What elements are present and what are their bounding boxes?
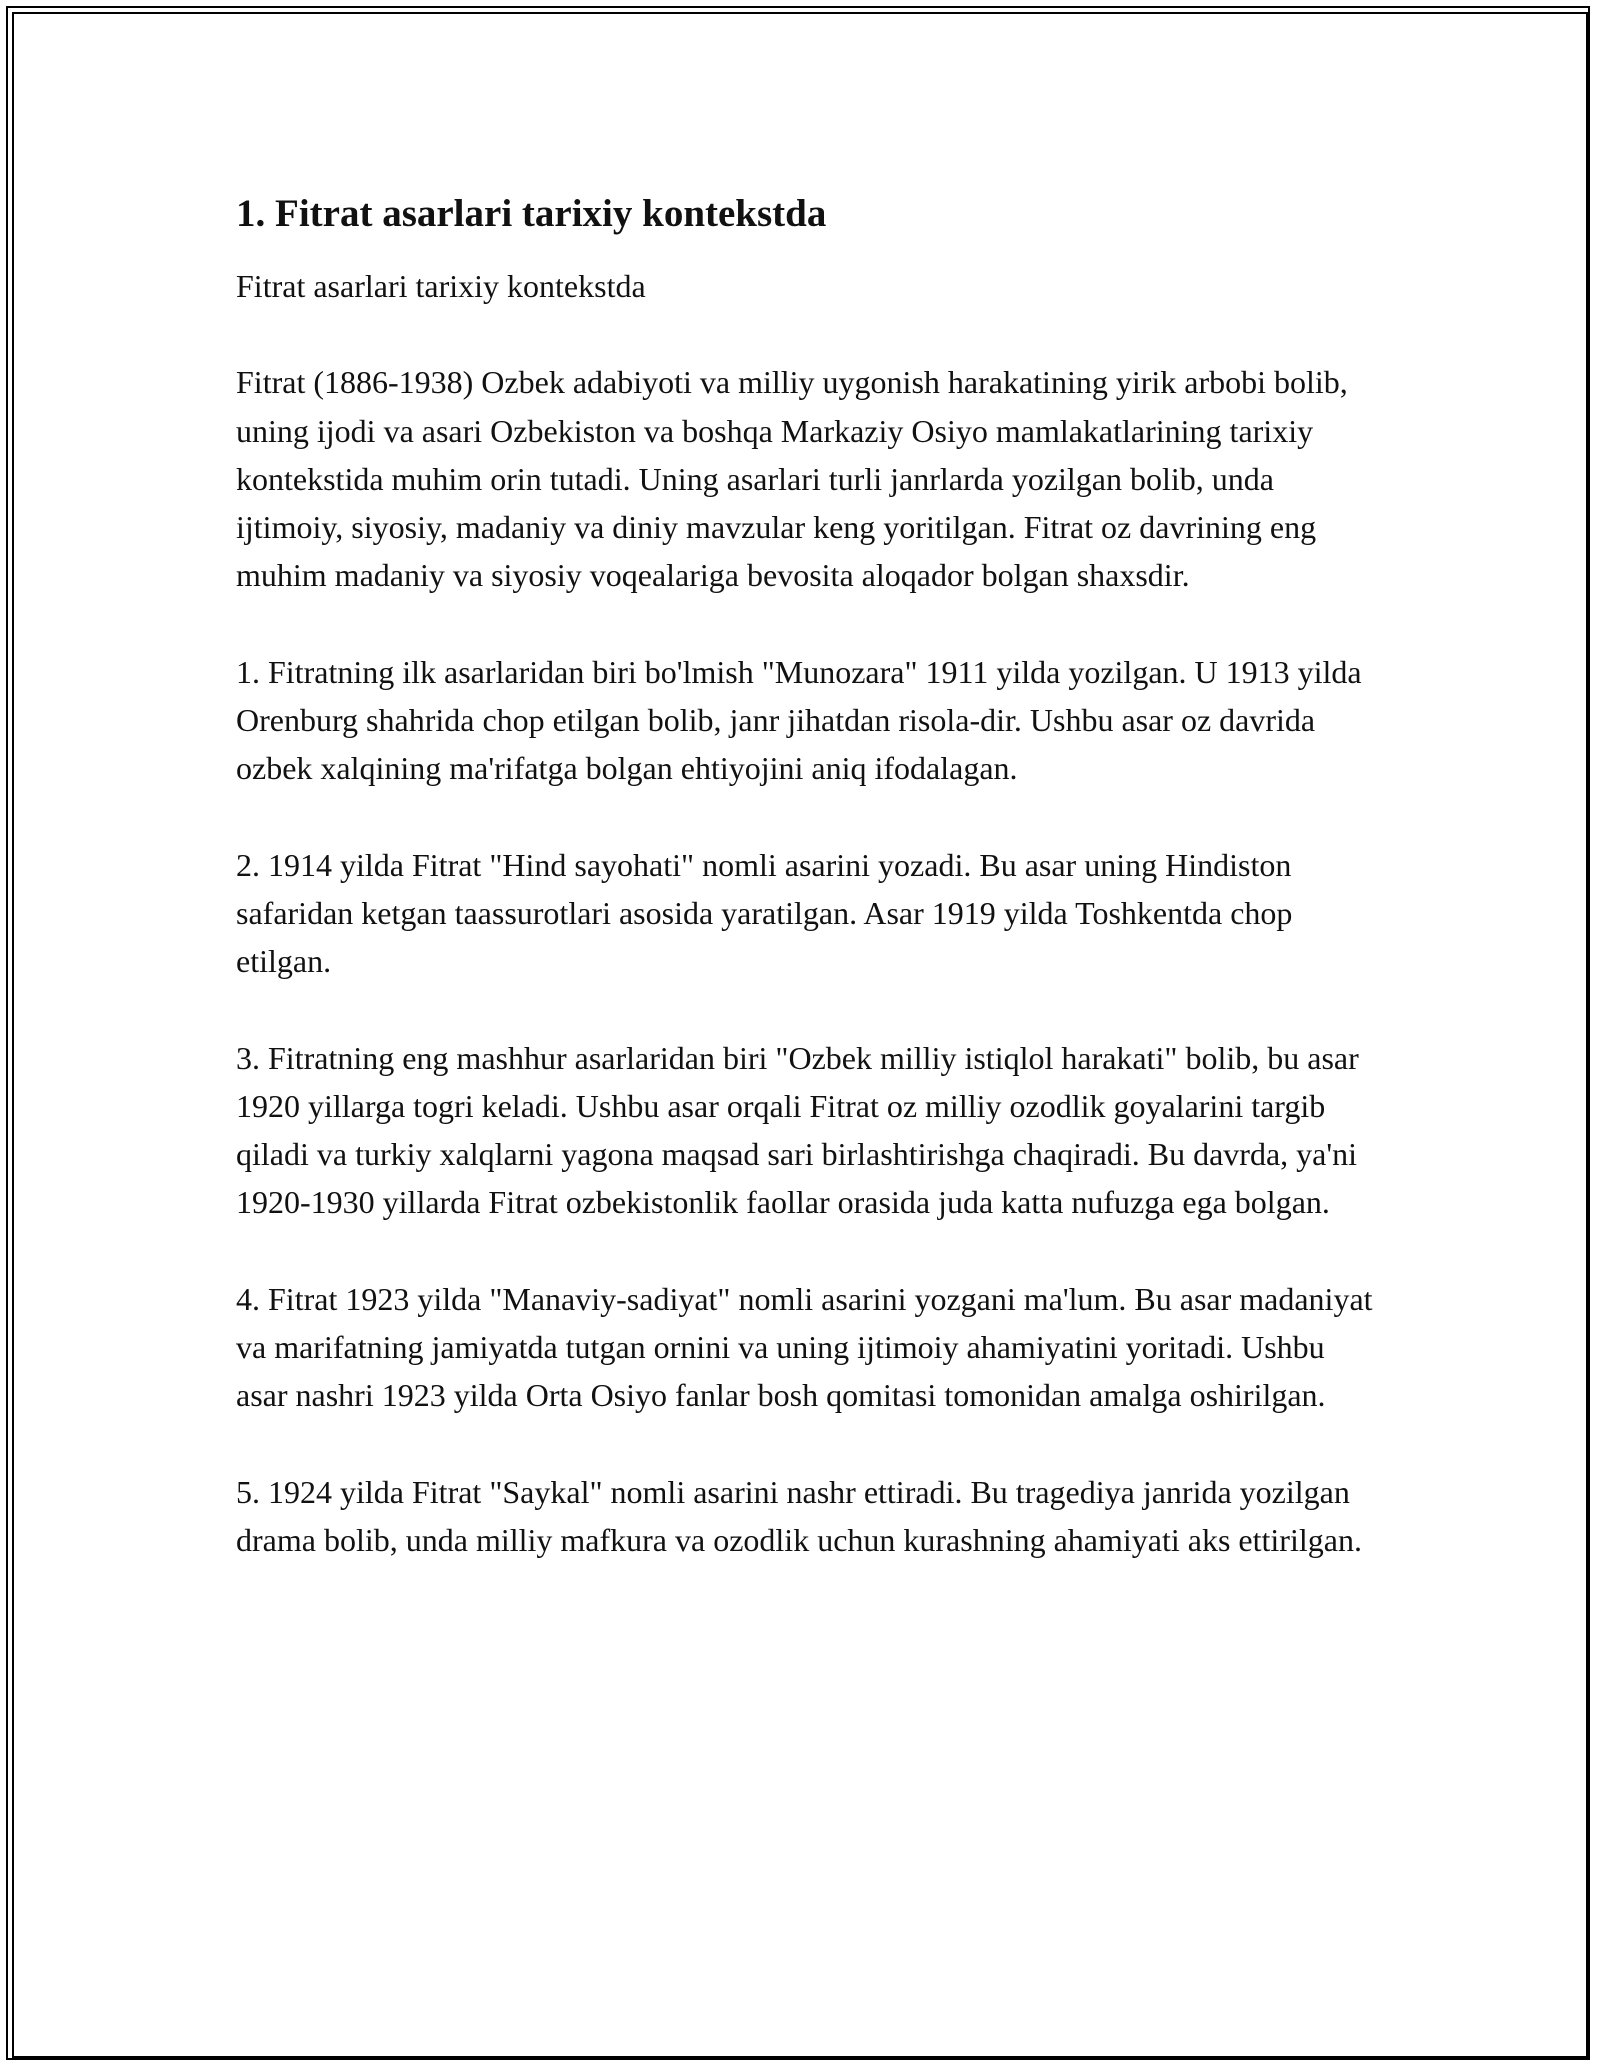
paragraph-item-1: 1. Fitratning ilk asarlaridan biri bo'lmish "Munozara" 1911 yilda yozilgan. U 1913 yilda Orenburg shahrida chop etilgan bolib, janr jihatdan risola-dir. Ushbu asar oz davrida ozbek xalqining ma'rifatga bolgan ehtiyojini aniq ifodalagan. — [236, 653, 1362, 787]
document-subtitle: Fitrat asarlari tarixiy kontekstda — [236, 268, 646, 304]
document-heading: 1. Fitrat asarlari tarixiy kontekstda — [236, 192, 827, 235]
paragraph-item-3: 3. Fitratning eng mashhur asarlaridan biri "Ozbek milliy istiqlol harakati" bolib, bu asar 1920 yillarga togri keladi. Ushbu asar orqali Fitrat oz milliy ozodlik goyalarini targib qiladi va turkiy xalqlarni yagona maqsad sari birlashtirishga chaqiradi. Bu davrda, ya'ni 1920-1930 yillarda Fitrat ozbekistonlik faollar orasida juda katta nufuzga ega bolgan. — [236, 1039, 1359, 1221]
paragraph-item-4: 4. Fitrat 1923 yilda "Manaviy-sadiyat" nomli asarini yozgani ma'lum. Bu asar madaniyat va marifatning jamiyatda tutgan ornini va uning ijtimoiy ahamiyatini yoritadi. Ushbu asar nashri 1923 yilda Orta Osiyo fanlar bosh qomitasi tomonidan amalga oshirilgan. — [236, 1280, 1373, 1414]
paragraph-intro: Fitrat (1886-1938) Ozbek adabiyoti va milliy uygonish harakatining yirik arbobi bolib, uning ijodi va asari Ozbekiston va boshqa Markaziy Osiyo mamlakatlarining tarixiy kontekstida muhim orin tutadi. Uning asarlari turli janrlarda yozilgan bolib, unda ijtimoiy, siyosiy, madaniy va diniy mavzular keng yoritilgan. Fitrat oz davrining eng muhim madaniy va siyosiy voqealariga bevosita aloqador bolgan shaxsdir. — [236, 364, 1348, 594]
paragraph-item-5: 5. 1924 yilda Fitrat "Saykal" nomli asarini nashr ettiradi. Bu tragediya janrida yozilgan drama bolib, unda milliy mafkura va ozodlik uchun kurashning ahamiyati aks ettirilgan. — [236, 1473, 1362, 1558]
document-body — [236, 186, 1376, 1564]
paragraph-item-2: 2. 1914 yilda Fitrat "Hind sayohati" nomli asarini yozadi. Bu asar uning Hindiston safaridan ketgan taassurotlari asosida yaratilgan. Asar 1919 yilda Toshkentda chop etilgan. — [236, 846, 1293, 980]
